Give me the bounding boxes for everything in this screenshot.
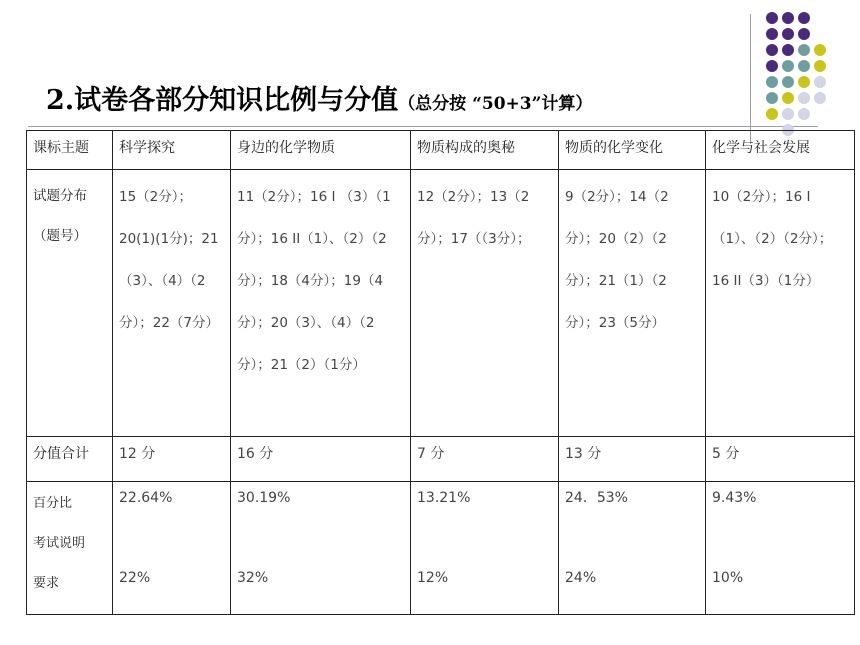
percentage-label-line: 要求	[33, 576, 60, 591]
percentage-label-line: 百分比	[33, 496, 73, 511]
slide-title	[46, 78, 592, 118]
topic-header: 物质构成的奥秘	[411, 131, 559, 170]
slide-title-main: 2.试卷各部分知识比例与分值	[46, 85, 399, 116]
decor-dot	[766, 108, 778, 120]
decor-horizontal-line	[28, 126, 818, 127]
decor-dot	[766, 60, 778, 72]
percentage-required: 22%	[119, 570, 151, 586]
knowledge-table	[26, 130, 855, 615]
distribution-cell: 10（2分）；16 I （1）、（2）（2分）；16 II（3）（1分）	[706, 170, 855, 437]
topic-header: 物质的化学变化	[559, 131, 706, 170]
slide-title-sub: （总分按 “50+3”计算）	[398, 94, 593, 114]
topic-header: 身边的化学物质	[231, 131, 411, 170]
percentage-label-line: 考试说明	[33, 536, 86, 551]
distribution-cell: 11（2分）；16 I （3）（1分）；16 II（1）、（2）（2分）；18（4分）；19（4 分）；20（3）、（4）（2分）；21（2）（1分）	[231, 170, 411, 437]
decor-dot	[782, 12, 794, 24]
percentage-cell	[113, 482, 231, 615]
decor-dot	[766, 92, 778, 104]
percentage-row	[27, 482, 855, 615]
decor-dot	[782, 108, 794, 120]
decor-dot-grid	[766, 12, 856, 142]
decor-dot	[766, 12, 778, 24]
decor-dot	[798, 108, 810, 120]
decor-dot	[766, 28, 778, 40]
total-row	[27, 437, 855, 482]
percentage-cell	[706, 482, 855, 615]
total-cell: 13 分	[559, 437, 706, 482]
percentage-cell	[231, 482, 411, 615]
total-cell: 12 分	[113, 437, 231, 482]
decor-dot	[766, 76, 778, 88]
topic-header: 科学探究	[113, 131, 231, 170]
decor-dot	[798, 12, 810, 24]
decor-dot	[766, 44, 778, 56]
decor-dot	[814, 60, 826, 72]
distribution-cell: 12（2分）；13（2分）；17（（3分）；	[411, 170, 559, 437]
percentage-actual: 22.64%	[119, 490, 173, 506]
percentage-required: 10%	[712, 570, 744, 586]
percentage-cell	[411, 482, 559, 615]
decor-dot	[798, 92, 810, 104]
distribution-label	[27, 170, 113, 437]
decor-dot	[782, 28, 794, 40]
percentage-required: 12%	[417, 570, 449, 586]
percentage-actual: 24．53%	[565, 490, 628, 506]
percentage-cell	[559, 482, 706, 615]
total-cell: 7 分	[411, 437, 559, 482]
decor-dot	[782, 76, 794, 88]
decor-dot	[782, 92, 794, 104]
decor-vertical-line	[750, 14, 751, 144]
distribution-cell: 15（2分）；20(1)(1分)；21（3）、（4）（2 分）；22（7分）	[113, 170, 231, 437]
distribution-label-line: （题号）	[33, 228, 87, 244]
topic-header: 化学与社会发展	[706, 131, 855, 170]
percentage-actual: 13.21%	[417, 490, 471, 506]
percentage-actual: 9.43%	[712, 490, 757, 506]
percentage-label	[27, 482, 113, 615]
total-label: 分值合计	[27, 437, 113, 482]
decor-dot	[798, 60, 810, 72]
percentage-actual: 30.19%	[237, 490, 291, 506]
decor-dot	[814, 44, 826, 56]
decor-dot	[814, 76, 826, 88]
distribution-cell: 9（2分）；14（2分）；20（2）（2分）；21（1）（2分）；23（5分）	[559, 170, 706, 437]
percentage-required: 24%	[565, 570, 597, 586]
distribution-row	[27, 170, 855, 437]
decor-dot	[798, 76, 810, 88]
table-header-row	[27, 131, 855, 170]
decor-dot	[814, 92, 826, 104]
decor-dot	[798, 44, 810, 56]
total-cell: 16 分	[231, 437, 411, 482]
percentage-required: 32%	[237, 570, 269, 586]
decor-dot	[782, 60, 794, 72]
distribution-label-line: 试题分布	[33, 188, 87, 204]
decor-dot	[782, 44, 794, 56]
total-cell: 5 分	[706, 437, 855, 482]
header-label: 课标主题	[27, 131, 113, 170]
decor-dot	[798, 28, 810, 40]
